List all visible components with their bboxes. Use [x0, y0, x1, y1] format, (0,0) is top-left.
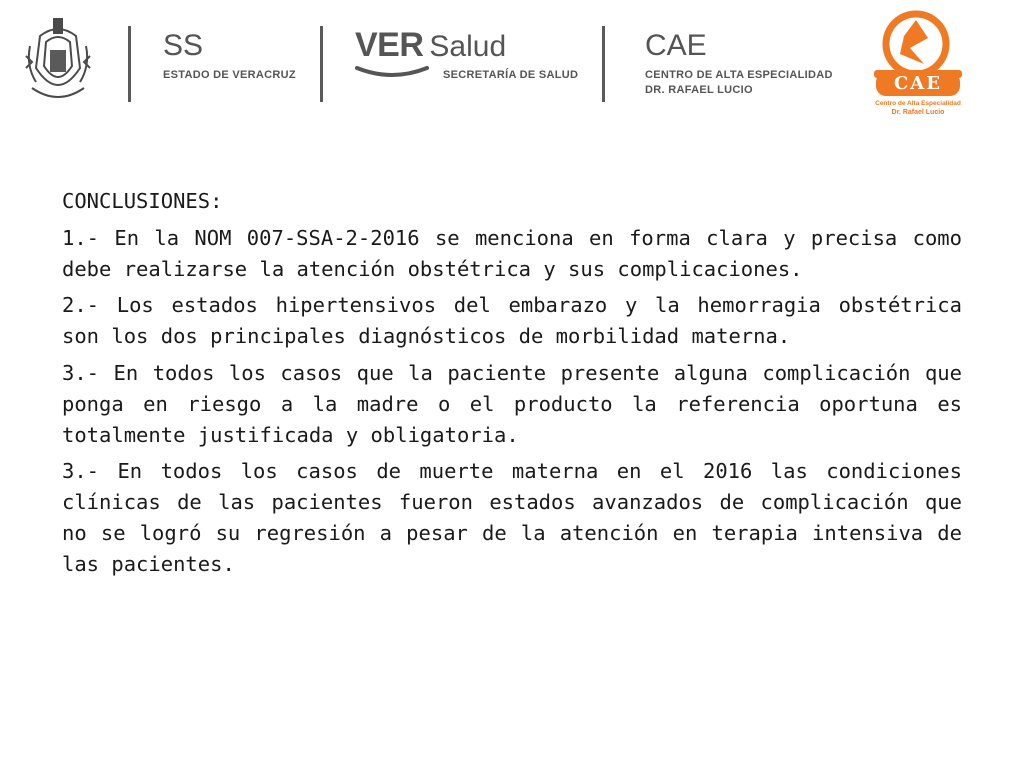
header-logos [0, 0, 1024, 140]
ss-title: SS [163, 29, 204, 62]
cae-badge [870, 8, 966, 124]
cae-logo [645, 30, 833, 98]
ss-subtitle: ESTADO DE VERACRUZ [163, 69, 296, 81]
cae-badge-label: CAE [876, 72, 960, 96]
conclusion-paragraph: 3.- En todos los casos que la paciente presente alguna complicación que ponga en riesgo a la madre o el producto la referencia oportuna es totalmente justificada y obligatoria. [62, 360, 962, 447]
ver-salud-logo [355, 26, 579, 81]
section-heading: CONCLUSIONES: [62, 189, 223, 213]
veracruz-crest-icon [22, 16, 94, 104]
conclusion-paragraph: 3.- En todos los casos de muerte materna en el 2016 las condiciones clínicas de las pacientes fueron estados avanzados de complicación que no se logró su regresión a pesar de la atención en terapia intensiva de las pacientes. [62, 459, 962, 576]
ver-swoosh-icon [355, 64, 429, 78]
conclusions-section [62, 186, 962, 586]
salud-wordmark: Salud [429, 30, 507, 63]
conclusion-paragraph: 2.- Los estados hipertensivos del embarazo y la hemorragia obstétrica son los dos principales diagnósticos de morbilidad materna. [62, 293, 962, 349]
cae-badge-line2: Dr. Rafael Lucio [891, 109, 945, 116]
cae-line1: CENTRO DE ALTA ESPECIALIDAD [645, 69, 833, 81]
cae-title: CAE [645, 29, 707, 62]
header-divider [128, 26, 131, 102]
ver-salud-subtitle: SECRETARÍA DE SALUD [443, 69, 579, 81]
ss-logo [163, 30, 296, 83]
cae-badge-line1: Centro de Alta Especialidad [875, 100, 961, 107]
header-divider [602, 26, 605, 102]
conclusion-paragraph: 1.- En la NOM 007-SSA-2-2016 se menciona en forma clara y precisa como debe realizarse la atención obstétrica y sus complicaciones. [62, 225, 962, 281]
cae-emblem-icon [870, 8, 966, 78]
cae-line2: DR. RAFAEL LUCIO [645, 84, 753, 96]
header-divider [320, 26, 323, 102]
ver-wordmark: VER [355, 26, 424, 64]
